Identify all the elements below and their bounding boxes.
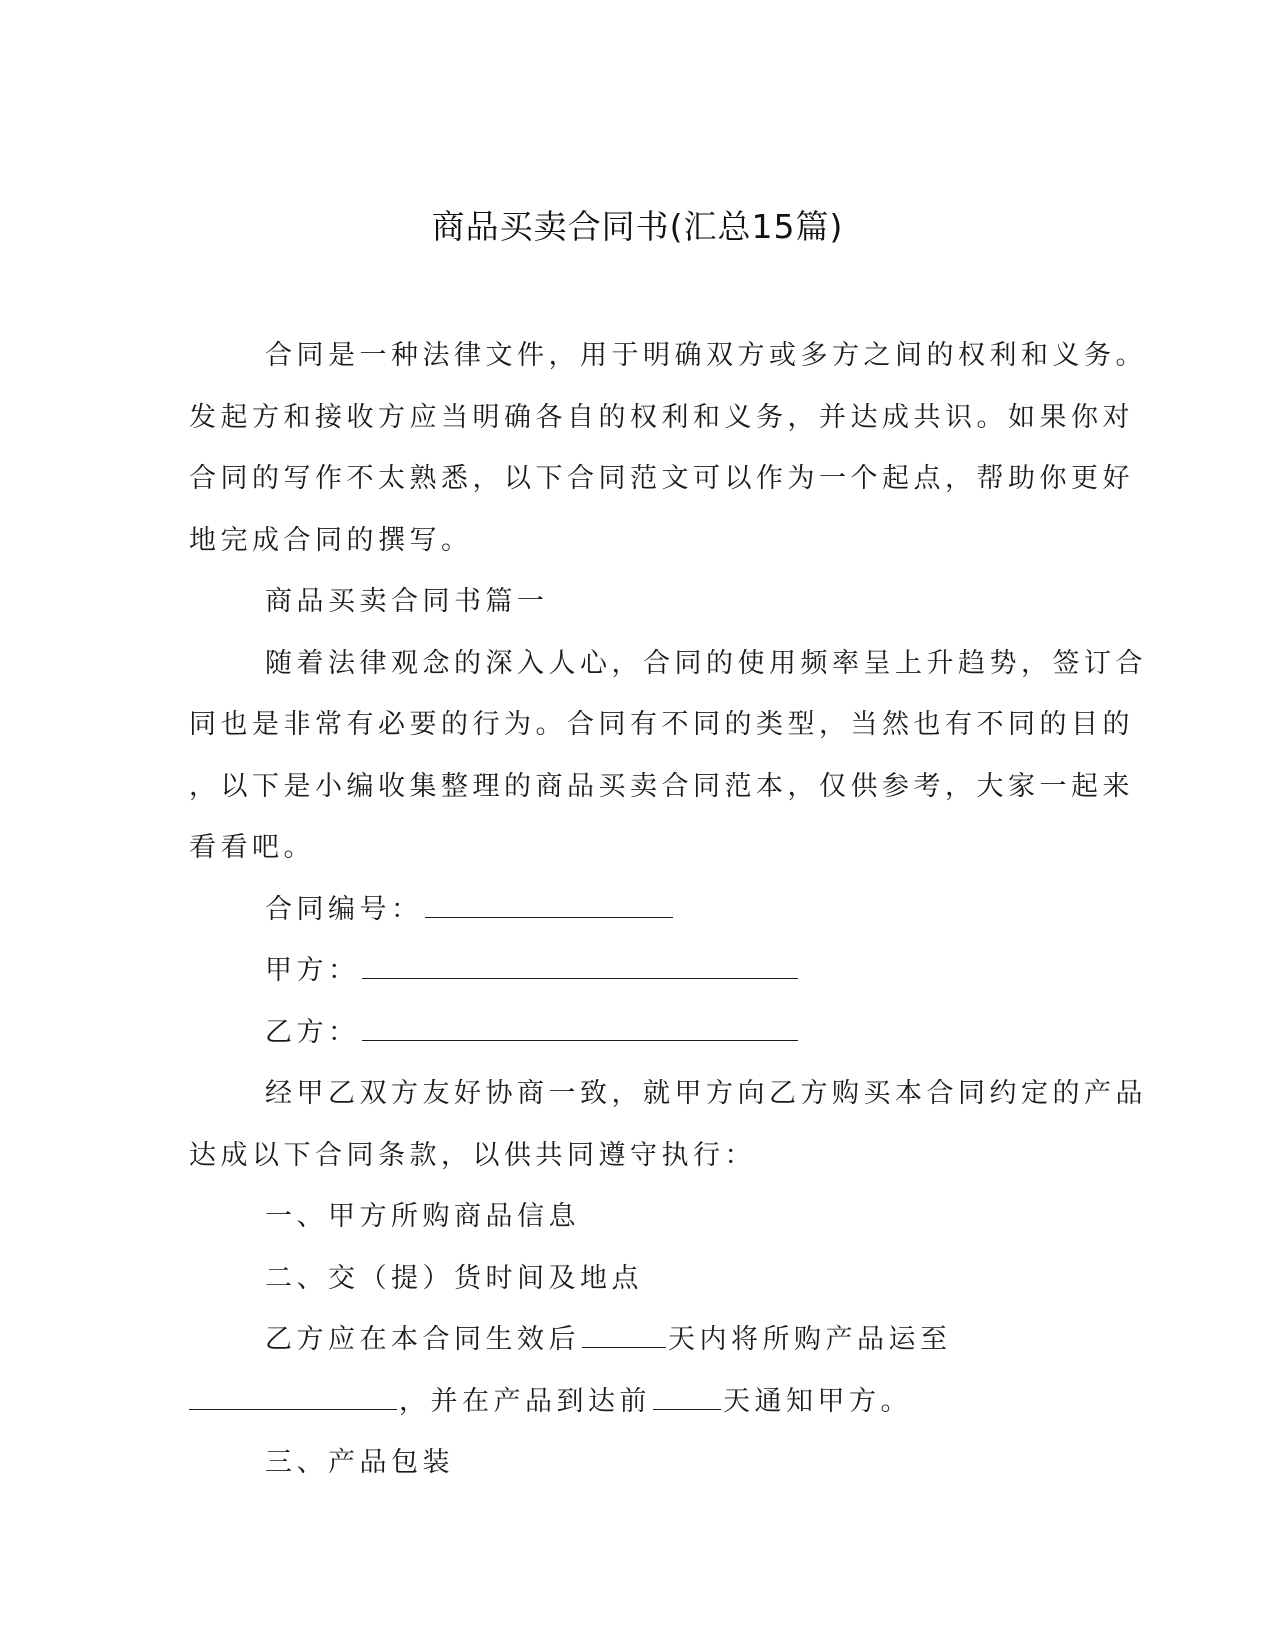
document-title: 商品买卖合同书(汇总15篇) [431,207,844,246]
delivery-line-2 [189,1371,1079,1433]
section-heading: 商品买卖合同书篇一 [265,586,549,617]
preface-paragraph [189,633,1147,879]
clause-heading-3: 三、产品包装 [265,1447,454,1478]
preface-line: ，以下是小编收集整理的商品买卖合同范本，仅供参考，大家一起来 [189,770,1134,802]
party-a-row [189,940,1079,1002]
intro-line: 发起方和接收方应当明确各自的权利和义务，并达成共识。如果你对 [189,401,1134,433]
intro-line: 合同是一种法律文件，用于明确双方或多方之间的权利和义务。 [265,340,1147,371]
delivery-text: 乙方应在本合同生效后 [265,1324,580,1355]
delivery-text: 天通知甲方。 [723,1385,912,1417]
delivery-text: 天内将所购产品运至 [668,1324,952,1355]
preface-line: 随着法律观念的深入人心，合同的使用频率呈上升趋势，签订合 [265,647,1147,679]
agreement-paragraph [189,1063,1147,1186]
notice-days-blank [653,1381,721,1410]
agreement-line: 经甲乙双方友好协商一致，就甲方向乙方购买本合同约定的产品 [265,1078,1147,1109]
preface-line: 同也是非常有必要的行为。合同有不同的类型，当然也有不同的目的 [189,709,1134,740]
clause-heading-2: 二、交（提）货时间及地点 [265,1262,643,1294]
contract-number-blank [425,889,673,918]
party-b-row [189,1002,1079,1064]
intro-line: 地完成合同的撰写。 [189,524,473,556]
party-b-label: 乙方： [265,1016,360,1048]
delivery-text: ，并在产品到达前 [399,1385,651,1417]
party-b-blank [362,1012,798,1041]
agreement-line: 达成以下合同条款，以供共同遵守执行： [189,1139,756,1171]
preface-line: 看看吧。 [189,832,315,863]
contract-number-label: 合同编号： [265,893,423,925]
party-a-blank [362,950,798,979]
document-body [189,325,1147,1494]
intro-line: 合同的写作不太熟悉，以下合同范文可以作为一个起点，帮助你更好 [189,463,1134,494]
contract-number-row [189,879,1079,941]
delivery-place-blank [189,1381,397,1410]
party-a-label: 甲方： [265,955,360,986]
delivery-days-blank [582,1319,666,1348]
intro-paragraph [189,325,1147,571]
delivery-line-1 [189,1309,1079,1371]
clause-heading-1: 一、甲方所购商品信息 [265,1201,580,1232]
